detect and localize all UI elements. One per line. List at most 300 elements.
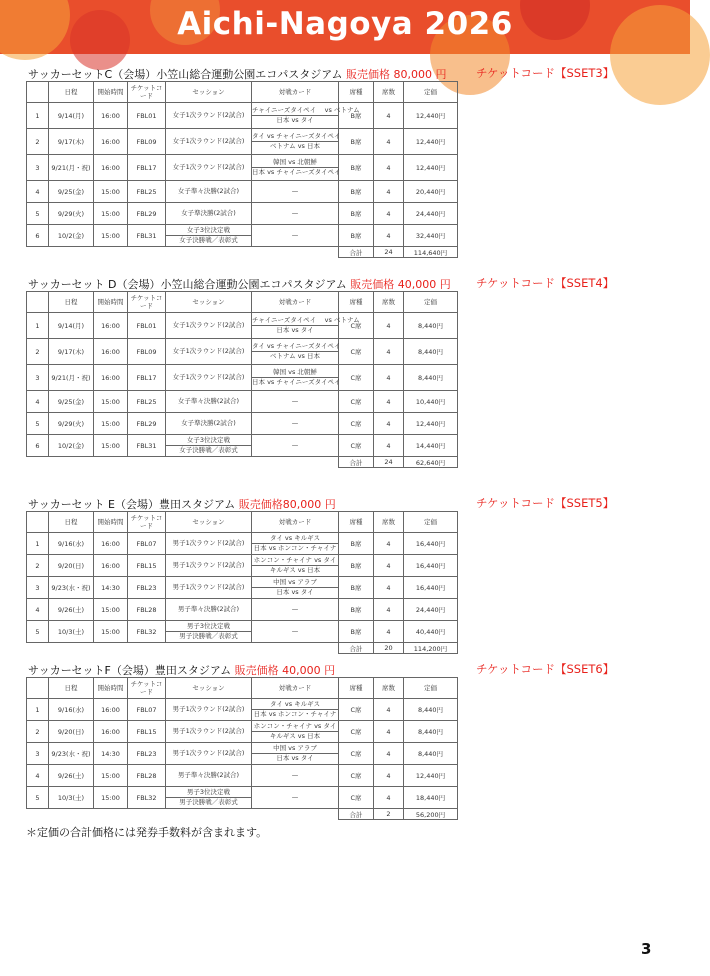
row-number: 4: [27, 599, 49, 621]
seat-type-cell: B席: [339, 533, 374, 555]
column-header: 席種: [339, 292, 374, 313]
session-cell-line: 女子1次ラウンド(2試合): [172, 137, 245, 145]
match-card-cell: [252, 721, 339, 743]
price-cell: 8,440円: [404, 313, 458, 339]
seat-type-cell: C席: [339, 391, 374, 413]
row-number: 5: [27, 203, 49, 225]
start-time-cell: 16:00: [94, 129, 128, 155]
session-cell: [166, 533, 252, 555]
session-cell-line: 男子3位決定戦: [186, 788, 231, 796]
column-header: セッション: [166, 512, 252, 533]
session-cell: [166, 225, 252, 247]
match-card-cell-line: —: [291, 187, 299, 195]
table-row: [27, 621, 458, 643]
date-cell: 9/20(日): [49, 721, 94, 743]
price-cell: 12,440円: [404, 413, 458, 435]
date-cell: 10/3(土): [49, 621, 94, 643]
session-cell-line: 女子決勝戦／表彰式: [166, 445, 251, 455]
session-cell-line: 女子準決勝(2試合): [181, 209, 236, 217]
session-cell-line: 女子1次ラウンド(2試合): [172, 163, 245, 171]
total-spacer: [27, 457, 339, 468]
row-number: 2: [27, 555, 49, 577]
match-card-cell-line: タイ vs チャイニーズタイペイ: [252, 132, 341, 140]
match-card-cell: [252, 225, 339, 247]
column-header: 日程: [49, 292, 94, 313]
match-card-cell-line: チャイニーズタイペイ vs ベトナム: [252, 316, 360, 324]
match-code-cell: FBL31: [128, 435, 166, 457]
column-header: 開始時間: [94, 512, 128, 533]
total-seat-count: 24: [374, 457, 404, 468]
column-header: 開始時間: [94, 82, 128, 103]
section-title: [28, 662, 335, 678]
column-header: [27, 678, 49, 699]
footnote: ＊定価の合計価格には発券手数料が含まれます。: [26, 826, 268, 839]
column-header: 対戦カード: [252, 678, 339, 699]
session-cell-line: 女子3位決定戦: [186, 226, 231, 234]
seat-type-cell: B席: [339, 599, 374, 621]
match-code-cell: FBL15: [128, 555, 166, 577]
session-cell-line: 男子準々決勝(2試合): [177, 605, 240, 613]
table-row: [27, 435, 458, 457]
seat-count-cell: 4: [374, 743, 404, 765]
price-cell: 24,440円: [404, 203, 458, 225]
price-cell: 16,440円: [404, 533, 458, 555]
date-cell: 9/21(月・祝): [49, 365, 94, 391]
match-card-cell: [252, 155, 339, 181]
seat-type-cell: B席: [339, 129, 374, 155]
session-cell: [166, 313, 252, 339]
date-cell: 9/14(月): [49, 103, 94, 129]
price-cell: 24,440円: [404, 599, 458, 621]
match-card-cell: [252, 181, 339, 203]
match-code-cell: FBL07: [128, 533, 166, 555]
session-cell-line: 女子1次ラウンド(2試合): [172, 373, 245, 381]
match-card-cell-line: タイ vs チャイニーズタイペイ: [252, 342, 341, 350]
price-cell: 8,440円: [404, 699, 458, 721]
match-code-cell: FBL23: [128, 577, 166, 599]
seat-type-cell: C席: [339, 339, 374, 365]
price-cell: 16,440円: [404, 577, 458, 599]
session-cell-line: 男子準々決勝(2試合): [177, 771, 240, 779]
total-label: 合計: [339, 809, 374, 820]
table-row: [27, 699, 458, 721]
seat-type-cell: B席: [339, 181, 374, 203]
session-cell: [166, 129, 252, 155]
start-time-cell: 14:30: [94, 743, 128, 765]
match-card-cell: [252, 743, 339, 765]
row-number: 4: [27, 765, 49, 787]
table-row: [27, 599, 458, 621]
seat-type-cell: C席: [339, 413, 374, 435]
match-card-cell: [252, 533, 339, 555]
table-row: [27, 129, 458, 155]
table-row: [27, 203, 458, 225]
match-card-cell: [252, 599, 339, 621]
seat-count-cell: 4: [374, 103, 404, 129]
seat-count-cell: 4: [374, 599, 404, 621]
total-row: [27, 643, 458, 654]
session-cell-line: 女子決勝戦／表彰式: [166, 235, 251, 245]
match-card-cell-line: 日本 vs タイ: [252, 325, 338, 335]
match-card-cell-line: 中国 vs アラブ: [273, 744, 317, 752]
match-card-cell: [252, 365, 339, 391]
match-card-cell: [252, 765, 339, 787]
seat-count-cell: 4: [374, 129, 404, 155]
total-spacer: [27, 809, 339, 820]
start-time-cell: 16:00: [94, 699, 128, 721]
date-cell: 9/17(木): [49, 129, 94, 155]
match-code-cell: FBL15: [128, 721, 166, 743]
total-label: 合計: [339, 457, 374, 468]
match-card-cell-line: キルギス vs 日本: [252, 565, 338, 575]
table-row: [27, 339, 458, 365]
table-header-row: [27, 678, 458, 699]
seat-count-cell: 4: [374, 555, 404, 577]
section-title: [28, 66, 446, 82]
match-code-cell: FBL32: [128, 621, 166, 643]
match-card-cell-line: —: [291, 793, 299, 801]
section-header: [26, 496, 690, 511]
start-time-cell: 15:00: [94, 765, 128, 787]
ticket-set-section: [26, 66, 690, 258]
match-card-cell-line: ベトナム vs 日本: [252, 351, 338, 361]
match-card-cell-line: ベトナム vs 日本: [252, 141, 338, 151]
header-banner: [0, 0, 690, 54]
row-number: 3: [27, 365, 49, 391]
start-time-cell: 16:00: [94, 155, 128, 181]
banner-title: Aichi-Nagoya 2026: [177, 6, 513, 42]
row-number: 1: [27, 699, 49, 721]
total-row: [27, 809, 458, 820]
date-cell: 9/17(木): [49, 339, 94, 365]
seat-count-cell: 4: [374, 765, 404, 787]
column-header: 席種: [339, 678, 374, 699]
session-cell-line: 男子1次ラウンド(2試合): [172, 749, 245, 757]
date-cell: 9/23(水・祝): [49, 577, 94, 599]
section-price: 販売価格 80,000 円: [345, 68, 447, 81]
match-card-cell-line: 日本 vs タイ: [252, 587, 338, 597]
price-cell: 14,440円: [404, 435, 458, 457]
match-code-cell: FBL29: [128, 203, 166, 225]
column-header: [27, 82, 49, 103]
session-cell-line: 女子準々決勝(2試合): [177, 187, 240, 195]
seat-count-cell: 4: [374, 225, 404, 247]
total-seat-count: 2: [374, 809, 404, 820]
seat-type-cell: C席: [339, 365, 374, 391]
seat-count-cell: 4: [374, 699, 404, 721]
seat-count-cell: 4: [374, 181, 404, 203]
ticket-code: チケットコード【SSET3】: [476, 66, 615, 80]
seat-count-cell: 4: [374, 435, 404, 457]
date-cell: 9/14(月): [49, 313, 94, 339]
column-header: 席数: [374, 82, 404, 103]
match-code-cell: FBL25: [128, 391, 166, 413]
table-row: [27, 413, 458, 435]
session-cell: [166, 621, 252, 643]
session-cell: [166, 699, 252, 721]
row-number: 2: [27, 129, 49, 155]
match-code-cell: FBL23: [128, 743, 166, 765]
match-card-cell-line: 日本 vs タイ: [252, 753, 338, 763]
row-number: 3: [27, 155, 49, 181]
start-time-cell: 15:00: [94, 787, 128, 809]
row-number: 6: [27, 225, 49, 247]
price-cell: 20,440円: [404, 181, 458, 203]
seat-type-cell: B席: [339, 103, 374, 129]
session-cell: [166, 339, 252, 365]
price-cell: 16,440円: [404, 555, 458, 577]
total-price: 114,200円: [404, 643, 458, 654]
price-cell: 12,440円: [404, 129, 458, 155]
total-label: 合計: [339, 643, 374, 654]
section-price: 販売価格 40,000 円: [350, 278, 451, 291]
session-cell: [166, 765, 252, 787]
match-code-cell: FBL17: [128, 155, 166, 181]
start-time-cell: 16:00: [94, 555, 128, 577]
section-venue-title: サッカーセット E（会場）豊田スタジアム: [28, 498, 236, 511]
match-code-cell: FBL01: [128, 103, 166, 129]
seat-type-cell: C席: [339, 699, 374, 721]
match-card-cell-line: 日本 vs タイ: [252, 115, 338, 125]
price-cell: 8,440円: [404, 339, 458, 365]
ticket-code: チケットコード【SSET4】: [476, 276, 615, 290]
match-code-cell: FBL28: [128, 599, 166, 621]
session-cell: [166, 155, 252, 181]
match-card-cell-line: タイ vs キルギス: [269, 700, 321, 708]
column-header: 対戦カード: [252, 82, 339, 103]
ticket-set-table: [26, 291, 458, 468]
seat-count-cell: 4: [374, 533, 404, 555]
seat-count-cell: 4: [374, 155, 404, 181]
date-cell: 9/20(日): [49, 555, 94, 577]
match-card-cell-line: —: [291, 441, 299, 449]
row-number: 4: [27, 391, 49, 413]
price-cell: 18,440円: [404, 787, 458, 809]
match-code-cell: FBL01: [128, 313, 166, 339]
seat-count-cell: 4: [374, 621, 404, 643]
seat-count-cell: 4: [374, 203, 404, 225]
table-row: [27, 365, 458, 391]
start-time-cell: 16:00: [94, 103, 128, 129]
seat-type-cell: B席: [339, 621, 374, 643]
date-cell: 9/16(水): [49, 533, 94, 555]
match-card-cell-line: —: [291, 627, 299, 635]
session-cell: [166, 721, 252, 743]
total-spacer: [27, 247, 339, 258]
table-row: [27, 313, 458, 339]
column-header: チケットコード: [128, 512, 166, 533]
match-card-cell: [252, 339, 339, 365]
column-header: 日程: [49, 512, 94, 533]
table-row: [27, 787, 458, 809]
column-header: セッション: [166, 678, 252, 699]
column-header: 席種: [339, 82, 374, 103]
row-number: 5: [27, 413, 49, 435]
column-header: 開始時間: [94, 678, 128, 699]
match-card-cell: [252, 129, 339, 155]
ticket-set-section: [26, 276, 690, 468]
seat-type-cell: C席: [339, 743, 374, 765]
session-cell-line: 男子3位決定戦: [186, 622, 231, 630]
match-card-cell: [252, 391, 339, 413]
seat-count-cell: 4: [374, 339, 404, 365]
match-card-cell-line: タイ vs キルギス: [269, 534, 321, 542]
date-cell: 9/26(土): [49, 599, 94, 621]
ticket-set-table: [26, 511, 458, 654]
table-row: [27, 577, 458, 599]
table-row: [27, 721, 458, 743]
column-header: 席数: [374, 512, 404, 533]
section-venue-title: サッカーセット D（会場）小笠山総合運動公園エコパスタジアム: [28, 278, 347, 291]
date-cell: 9/16(水): [49, 699, 94, 721]
table-header-row: [27, 512, 458, 533]
match-code-cell: FBL09: [128, 129, 166, 155]
price-cell: 8,440円: [404, 721, 458, 743]
column-header: チケットコード: [128, 82, 166, 103]
start-time-cell: 16:00: [94, 365, 128, 391]
total-row: [27, 457, 458, 468]
match-card-cell-line: —: [291, 231, 299, 239]
match-card-cell: [252, 577, 339, 599]
date-cell: 10/2(金): [49, 435, 94, 457]
match-card-cell: [252, 699, 339, 721]
match-card-cell-line: —: [291, 771, 299, 779]
match-card-cell-line: —: [291, 605, 299, 613]
match-card-cell: [252, 435, 339, 457]
total-price: 56,200円: [404, 809, 458, 820]
match-code-cell: FBL09: [128, 339, 166, 365]
session-cell: [166, 181, 252, 203]
seat-type-cell: C席: [339, 765, 374, 787]
row-number: 5: [27, 621, 49, 643]
session-cell: [166, 413, 252, 435]
match-card-cell-line: ホンコン・チャイナ vs タイ: [253, 722, 337, 730]
session-cell: [166, 787, 252, 809]
row-number: 1: [27, 313, 49, 339]
total-price: 62,640円: [404, 457, 458, 468]
match-code-cell: FBL32: [128, 787, 166, 809]
date-cell: 10/3(土): [49, 787, 94, 809]
session-cell-line: 女子1次ラウンド(2試合): [172, 347, 245, 355]
row-number: 4: [27, 181, 49, 203]
ticket-set-section: [26, 496, 690, 654]
session-cell-line: 女子3位決定戦: [186, 436, 231, 444]
section-header: [26, 276, 690, 291]
start-time-cell: 16:00: [94, 313, 128, 339]
row-number: 1: [27, 533, 49, 555]
seat-count-cell: 4: [374, 365, 404, 391]
section-header: [26, 662, 690, 677]
section-venue-title: サッカーセットC（会場）小笠山総合運動公園エコパスタジアム: [28, 68, 343, 81]
match-card-cell-line: 韓国 vs 北朝鮮: [273, 368, 317, 376]
match-card-cell-line: —: [291, 419, 299, 427]
match-card-cell: [252, 413, 339, 435]
column-header: 日程: [49, 82, 94, 103]
match-card-cell-line: 日本 vs ホンコン・チャイナ: [253, 544, 337, 552]
start-time-cell: 15:00: [94, 391, 128, 413]
session-cell-line: 男子1次ラウンド(2試合): [172, 705, 245, 713]
seat-count-cell: 4: [374, 413, 404, 435]
row-number: 2: [27, 721, 49, 743]
section-price: 販売価格80,000 円: [238, 498, 336, 511]
table-row: [27, 155, 458, 181]
session-cell: [166, 391, 252, 413]
match-card-cell-line: —: [291, 209, 299, 217]
price-cell: 40,440円: [404, 621, 458, 643]
session-cell-line: 男子決勝戦／表彰式: [166, 631, 251, 641]
date-cell: 9/26(土): [49, 765, 94, 787]
session-cell-line: 男子1次ラウンド(2試合): [172, 583, 245, 591]
table-header-row: [27, 292, 458, 313]
column-header: 対戦カード: [252, 292, 339, 313]
ticket-set-section: [26, 662, 690, 820]
session-cell-line: 女子準々決勝(2試合): [177, 397, 240, 405]
session-cell: [166, 103, 252, 129]
session-cell-line: 女子準決勝(2試合): [181, 419, 236, 427]
date-cell: 9/29(火): [49, 203, 94, 225]
column-header: 日程: [49, 678, 94, 699]
ticket-set-table: [26, 81, 458, 258]
column-header: チケットコード: [128, 678, 166, 699]
date-cell: 9/29(火): [49, 413, 94, 435]
seat-type-cell: B席: [339, 555, 374, 577]
start-time-cell: 15:00: [94, 435, 128, 457]
seat-count-cell: 4: [374, 313, 404, 339]
total-label: 合計: [339, 247, 374, 258]
price-cell: 12,440円: [404, 103, 458, 129]
match-code-cell: FBL25: [128, 181, 166, 203]
total-seat-count: 20: [374, 643, 404, 654]
session-cell-line: 女子1次ラウンド(2試合): [172, 111, 245, 119]
section-venue-title: サッカーセットF（会場）豊田スタジアム: [28, 664, 232, 677]
column-header: 席数: [374, 678, 404, 699]
ticket-code: チケットコード【SSET5】: [476, 496, 615, 510]
date-cell: 9/21(月・祝): [49, 155, 94, 181]
match-card-cell-line: 中国 vs アラブ: [273, 578, 317, 586]
date-cell: 10/2(金): [49, 225, 94, 247]
match-card-cell-line: チャイニーズタイペイ vs ベトナム: [252, 106, 360, 114]
session-cell-line: 男子1次ラウンド(2試合): [172, 727, 245, 735]
price-cell: 10,440円: [404, 391, 458, 413]
table-header-row: [27, 82, 458, 103]
column-header: チケットコード: [128, 292, 166, 313]
start-time-cell: 16:00: [94, 533, 128, 555]
session-cell: [166, 743, 252, 765]
seat-count-cell: 4: [374, 577, 404, 599]
price-cell: 8,440円: [404, 365, 458, 391]
row-number: 1: [27, 103, 49, 129]
table-row: [27, 103, 458, 129]
section-price: 販売価格 40,000 円: [234, 664, 336, 677]
column-header: 席数: [374, 292, 404, 313]
column-header: 定価: [404, 678, 458, 699]
session-cell-line: 女子1次ラウンド(2試合): [172, 321, 245, 329]
table-row: [27, 181, 458, 203]
column-header: 席種: [339, 512, 374, 533]
price-cell: 12,440円: [404, 155, 458, 181]
seat-type-cell: C席: [339, 435, 374, 457]
seat-type-cell: C席: [339, 721, 374, 743]
seat-type-cell: C席: [339, 787, 374, 809]
row-number: 3: [27, 577, 49, 599]
start-time-cell: 16:00: [94, 339, 128, 365]
match-card-cell-line: ホンコン・チャイナ vs タイ: [253, 556, 337, 564]
session-cell-line: 男子決勝戦／表彰式: [166, 797, 251, 807]
total-spacer: [27, 643, 339, 654]
column-header: 対戦カード: [252, 512, 339, 533]
seat-type-cell: C席: [339, 313, 374, 339]
section-title: [28, 496, 336, 512]
